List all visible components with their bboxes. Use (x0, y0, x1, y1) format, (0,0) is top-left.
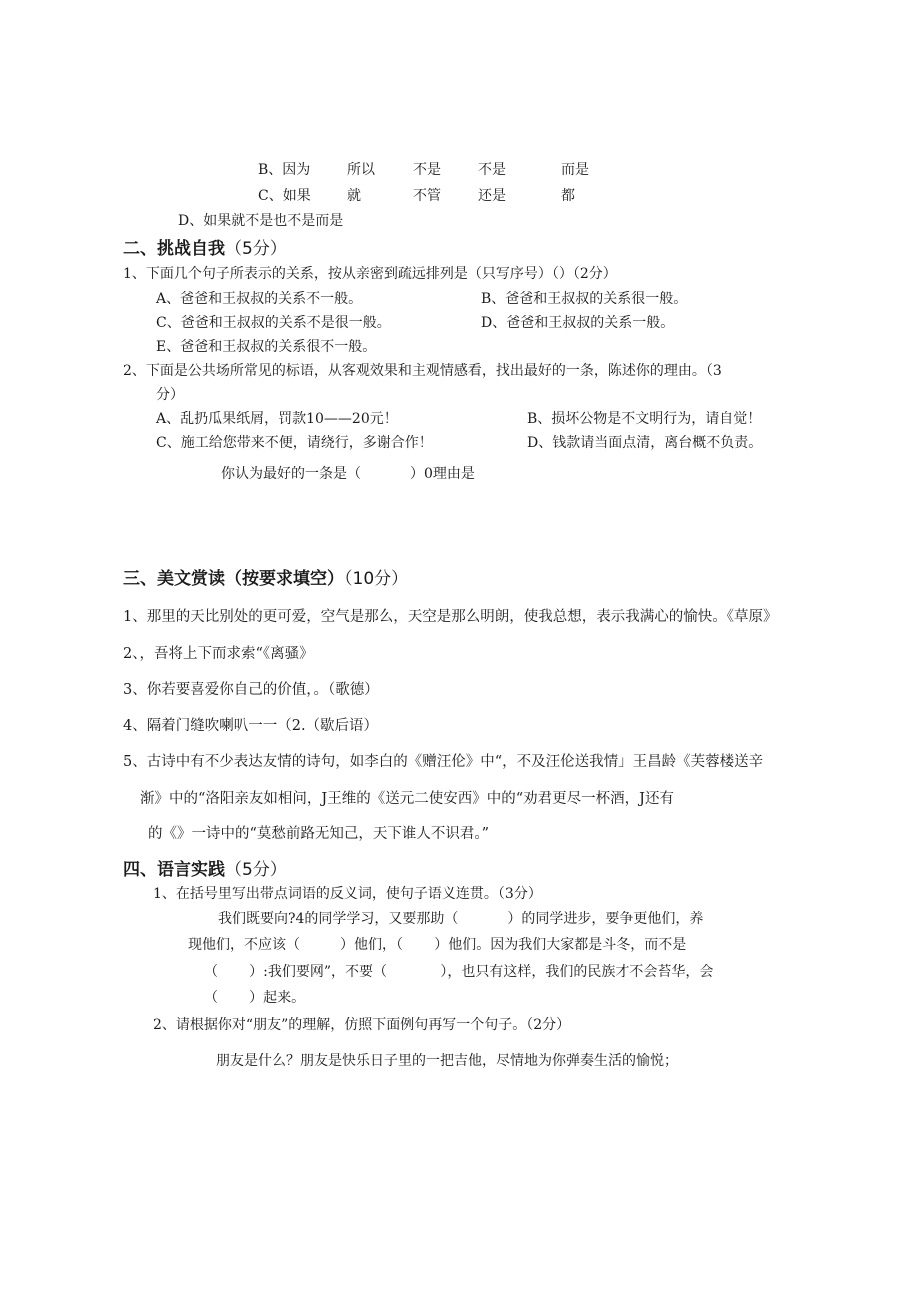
q2-2-answer-prompt: 你认为最好的一条是（ ）0理由是 (221, 466, 475, 482)
q4-2-example: 朋友是什么？朋友是快乐日子里的一把吉他，尽情地为你弹奏生活的愉悦； (216, 1053, 678, 1069)
section-2-points: （5分） (225, 239, 287, 259)
q4-1-line-2: 现他们，不应该（ ）他们，（ ）他们。因为我们大家都是斗冬，而不是 (188, 937, 687, 953)
q2-1-option-c: C、爸爸和王叔叔的关系不是很一般。 (156, 315, 391, 331)
q3-5-line-1: 5、古诗中有不少表达友情的诗句，如李白的《赠汪伦》中“，不及汪伦送我情」王昌龄《芙蓉楼送辛 (123, 754, 764, 770)
q4-1-line-3: （ ）:我们要网”，不要（ ），也只有这样，我们的民族才不会苔华，会 (204, 964, 714, 980)
section-3-title: 三、美文赏读（按要求填空） (123, 569, 344, 589)
q2-1-option-d: D、爸爸和王叔叔的关系一般。 (481, 315, 675, 331)
q2-2-option-c: C、施工给您带来不便，请绕行，多谢合作！ (156, 435, 433, 451)
option-d: D、如果就不是也不是而是 (178, 213, 344, 229)
q3-1: 1、那里的天比别处的更可爱，空气是那么，天空是那么明朗，使我总想，表示我满心的愉快。《草原》 (123, 609, 778, 625)
q2-1-option-e: E、爸爸和王叔叔的关系很不一般。 (156, 339, 377, 355)
section-4-heading (123, 859, 287, 881)
q3-2: 2、，吾将上下而求索“《离骚》 (123, 646, 314, 662)
option-c-word-3: 不管 (413, 188, 441, 204)
q3-5-line-3: 的《》一诗中的“莫愁前路无知己，天下谁人不识君。” (148, 826, 490, 842)
option-b-word-2: 所以 (347, 162, 375, 178)
option-c-word-1: C、如果 (258, 188, 311, 204)
q2-2-option-a: A、乱扔瓜果纸屑，罚款10——20元！ (156, 411, 398, 427)
q2-2-stem-line-1: 2、下面是公共场所常见的标语，从客观效果和主观情感看，找出最好的一条，陈述你的理由。（3 (123, 363, 722, 379)
q3-3: 3、你若要喜爱你自己的价值，。（歌德） (123, 682, 379, 698)
section-2-heading (123, 238, 287, 260)
q2-2-option-d: D、钱款请当面点清，离台概不负责。 (527, 435, 763, 451)
section-3-heading (123, 568, 408, 590)
q3-4: 4、隔着门缝吹喇叭一一（2.（歇后语） (123, 718, 379, 734)
q2-1-option-a: A、爸爸和王叔叔的关系不一般。 (156, 291, 363, 307)
q4-1-stem: 1、在括号里写出带点词语的反义词，使句子语义连贯。（3分） (153, 886, 542, 902)
q3-5-line-2: 渐》中的“洛阳亲友如相问，J王维的《送元二使安西》中的“劝君更尽一杯酒，J还有 (140, 791, 674, 807)
option-c-word-2: 就 (347, 188, 361, 204)
section-4-points: （5分） (225, 860, 287, 880)
option-c-word-4: 还是 (478, 188, 506, 204)
option-b-word-1: B、因为 (258, 162, 311, 178)
q4-2-stem: 2、请根据你对“朋友”的理解，仿照下面例句再写一个句子。（2分） (153, 1017, 571, 1033)
q4-1-line-1: 我们既要向?4的同学学习，又要那助（ ）的同学进步，要争更他们，养 (218, 911, 704, 927)
q2-1-option-b: B、爸爸和王叔叔的关系很一般。 (481, 291, 688, 307)
q2-2-stem-line-2: 分） (156, 387, 184, 403)
option-b-word-4: 不是 (478, 162, 506, 178)
q2-1-stem: 1、下面几个句子所表示的关系，按从亲密到疏远排列是（只写序号）（）（2分） (123, 266, 617, 282)
option-b-word-3: 不是 (413, 162, 441, 178)
q4-1-line-4: （ ）起来。 (204, 990, 306, 1006)
section-4-title: 四、语言实践 (123, 860, 225, 880)
q2-2-option-b: B、损坏公物是不文明行为，请自觉！ (527, 411, 762, 427)
option-c-word-5: 都 (561, 188, 575, 204)
option-b-word-5: 而是 (561, 162, 589, 178)
section-3-points: （10分） (344, 569, 409, 589)
section-2-title: 二、挑战自我 (123, 239, 225, 259)
